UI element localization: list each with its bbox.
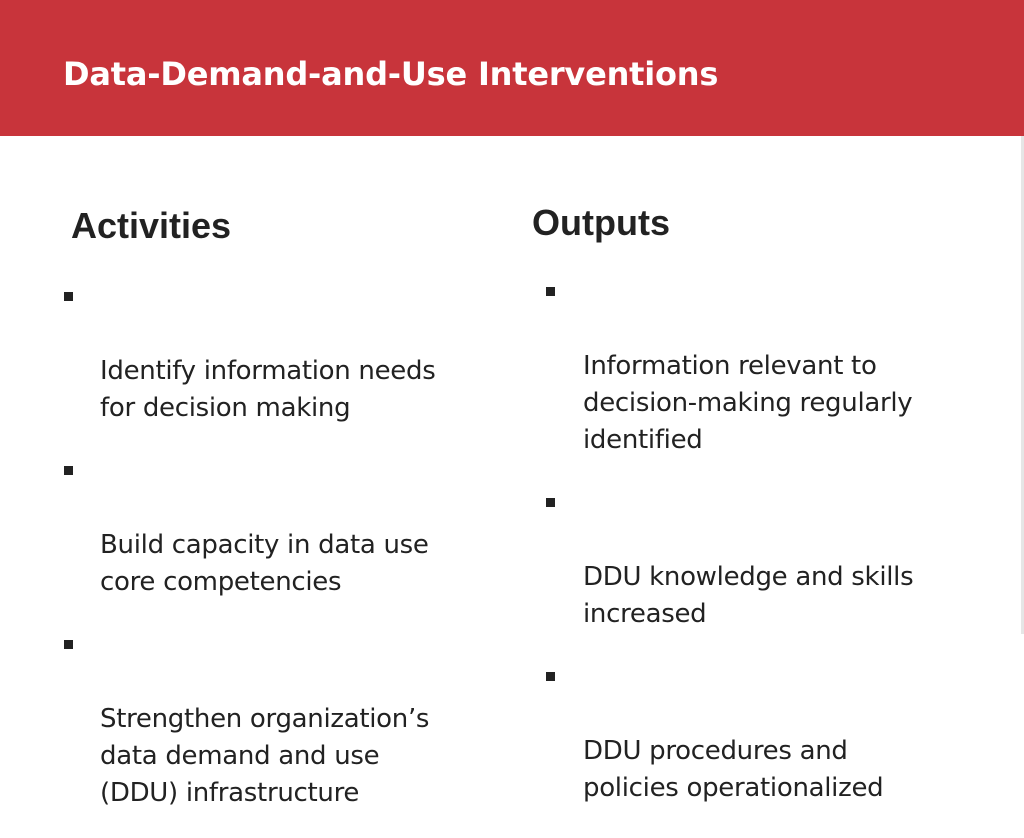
activities-heading: Activities <box>71 205 232 246</box>
slide-title: Data-Demand-and-Use Interventions <box>63 55 719 93</box>
square-bullet-icon <box>546 672 555 681</box>
activities-list <box>62 279 512 838</box>
list-item-text: Strengthen organization’s data demand and use (DDU) infrastructure <box>100 704 430 808</box>
outputs-list <box>544 274 984 833</box>
list-item <box>544 485 984 633</box>
title-banner <box>0 0 1024 136</box>
list-item-text: Information relevant to decision-making regularly identified <box>583 351 913 455</box>
square-bullet-icon <box>64 640 73 649</box>
square-bullet-icon <box>546 498 555 507</box>
list-item <box>62 627 512 812</box>
list-item-text: DDU procedures and policies operationalized <box>583 736 884 803</box>
list-item-text: DDU knowledge and skills increased <box>583 562 914 629</box>
list-item <box>62 279 512 427</box>
list-item-text: Build capacity in data use core competencies <box>100 530 429 597</box>
square-bullet-icon <box>546 287 555 296</box>
list-item-text: Identify information needs for decision making <box>100 356 436 423</box>
outputs-heading: Outputs <box>532 202 670 243</box>
square-bullet-icon <box>64 466 73 475</box>
square-bullet-icon <box>64 292 73 301</box>
list-item <box>544 659 984 807</box>
list-item <box>62 453 512 601</box>
list-item <box>544 274 984 459</box>
